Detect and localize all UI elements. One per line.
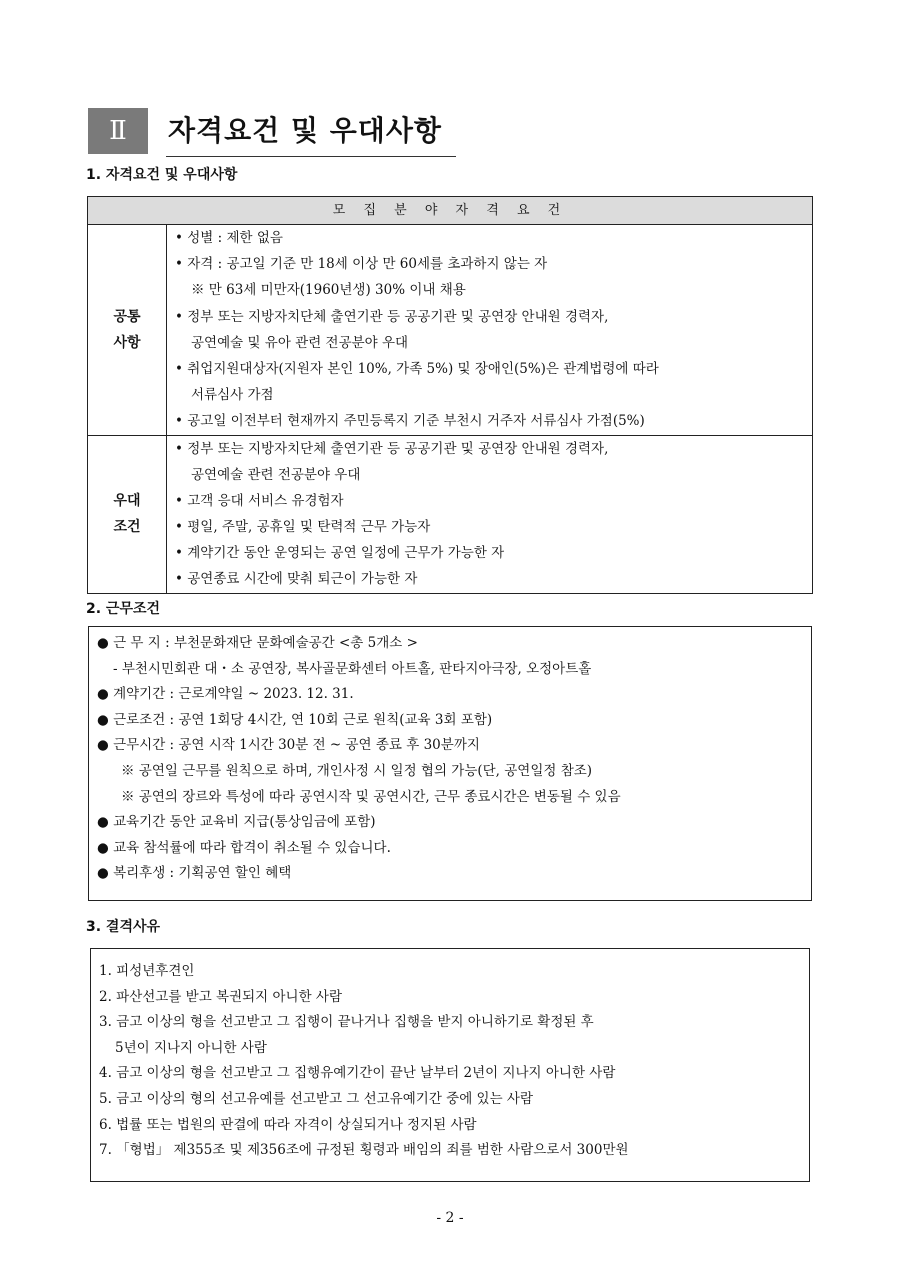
list-item: • 자격 : 공고일 기준 만 18세 이상 만 60세를 초과하지 않는 자: [175, 256, 548, 273]
category-preferred: [88, 435, 167, 593]
list-item-continuation: 공연예술 및 유아 관련 전공분야 우대: [191, 334, 409, 351]
category-common: [88, 225, 167, 436]
chapter-underline: [166, 156, 456, 157]
list-item: 4. 금고 이상의 형을 선고받고 그 집행유예기간이 끝난 날부터 2년이 지나지 아니한 사람: [99, 1065, 616, 1082]
category-common-line1: 공통: [113, 308, 141, 325]
list-item: 5. 금고 이상의 형의 선고유예를 선고받고 그 선고유예기간 중에 있는 사람: [99, 1090, 533, 1107]
requirements-table-header: 모 집 분 야 자 격 요 건: [88, 197, 813, 225]
list-item: • 성별 : 제한 없음: [175, 230, 283, 246]
list-item: • 공연종료 시간에 맞춰 퇴근이 가능한 자: [175, 571, 418, 588]
list-item: ● 계약기간 : 근로계약일 ~ 2023. 12. 31.: [97, 686, 354, 703]
list-item: • 취업지원대상자(지원자 본인 10%, 가족 5%) 및 장애인(5%)은 관계법령에 따라: [175, 360, 659, 377]
list-item: ● 교육 참석률에 따라 합격이 취소될 수 있습니다.: [97, 839, 391, 856]
section2-title: 2. 근무조건: [86, 601, 161, 617]
page-number: - 2 -: [436, 1210, 464, 1226]
list-item-continuation: 공연예술 관련 전공분야 우대: [191, 466, 361, 483]
section1-title: 1. 자격요건 및 우대사항: [86, 167, 238, 183]
list-item: • 평일, 주말, 공휴일 및 탄력적 근무 가능자: [175, 519, 431, 536]
section3-title: 3. 결격사유: [86, 919, 161, 935]
list-item: ● 교육기간 동안 교육비 지급(통상임금에 포함): [97, 814, 376, 831]
list-item: • 정부 또는 지방자치단체 출연기관 등 공공기관 및 공연장 안내원 경력자,: [175, 308, 609, 325]
list-item: 7. 「형법」 제355조 및 제356조에 규정된 횡령과 배임의 죄를 범한 사람으로서 300만원: [99, 1142, 629, 1159]
work-conditions-box: [88, 626, 812, 901]
list-item: ● 근무시간 : 공연 시작 1시간 30분 전 ~ 공연 종료 후 30분까지: [97, 737, 480, 754]
preferred-conditions: [167, 435, 813, 593]
list-item: 1. 피성년후견인: [99, 963, 195, 979]
category-preferred-line2: 조건: [113, 519, 141, 536]
category-common-line2: 사항: [113, 334, 141, 351]
list-item-note: ※ 만 63세 미만자(1960년생) 30% 이내 채용: [191, 282, 466, 299]
category-preferred-line1: 우대: [113, 493, 141, 510]
list-item-note: ※ 공연일 근무를 원칙으로 하며, 개인사정 시 일정 협의 가능(단, 공연일정 참조): [121, 762, 593, 779]
list-item: • 계약기간 동안 운영되는 공연 일정에 근무가 가능한 자: [175, 545, 505, 562]
requirements-table: [87, 196, 813, 594]
list-item: ● 복리후생 : 기획공연 할인 혜택: [97, 865, 292, 882]
chapter-number: Ⅱ: [88, 108, 148, 154]
disqualification-box: [90, 948, 810, 1182]
list-item-continuation: 서류심사 가점: [191, 387, 274, 404]
list-item: • 공고일 이전부터 현재까지 주민등록지 기준 부천시 거주자 서류심사 가점(5%): [175, 413, 645, 430]
list-item: ● 근 무 지 : 부천문화재단 문화예술공간 <총 5개소 >: [97, 635, 418, 651]
list-item-detail: - 부천시민회관 대・소 공연장, 복사골문화센터 아트홀, 판타지아극장, 오정아트홀: [113, 660, 592, 677]
list-item: 6. 법률 또는 법원의 판결에 따라 자격이 상실되거나 정지된 사람: [99, 1116, 477, 1133]
list-item: • 고객 응대 서비스 유경험자: [175, 492, 344, 509]
chapter-title: 자격요건 및 우대사항: [168, 114, 442, 147]
list-item: • 정부 또는 지방자치단체 출연기관 등 공공기관 및 공연장 안내원 경력자,: [175, 440, 609, 457]
list-item: ● 근로조건 : 공연 1회당 4시간, 연 10회 근로 원칙(교육 3회 포함): [97, 711, 493, 728]
list-item-continuation: 5년이 지나지 아니한 사람: [115, 1039, 267, 1056]
common-requirements: [167, 225, 813, 436]
list-item: 2. 파산선고를 받고 복권되지 아니한 사람: [99, 988, 342, 1005]
list-item-note: ※ 공연의 장르와 특성에 따라 공연시작 및 공연시간, 근무 종료시간은 변동될 수 있음: [121, 788, 621, 805]
chapter-heading: [88, 108, 448, 154]
list-item: 3. 금고 이상의 형을 선고받고 그 집행이 끝나거나 집행을 받지 아니하기로 확정된 후: [99, 1014, 594, 1031]
